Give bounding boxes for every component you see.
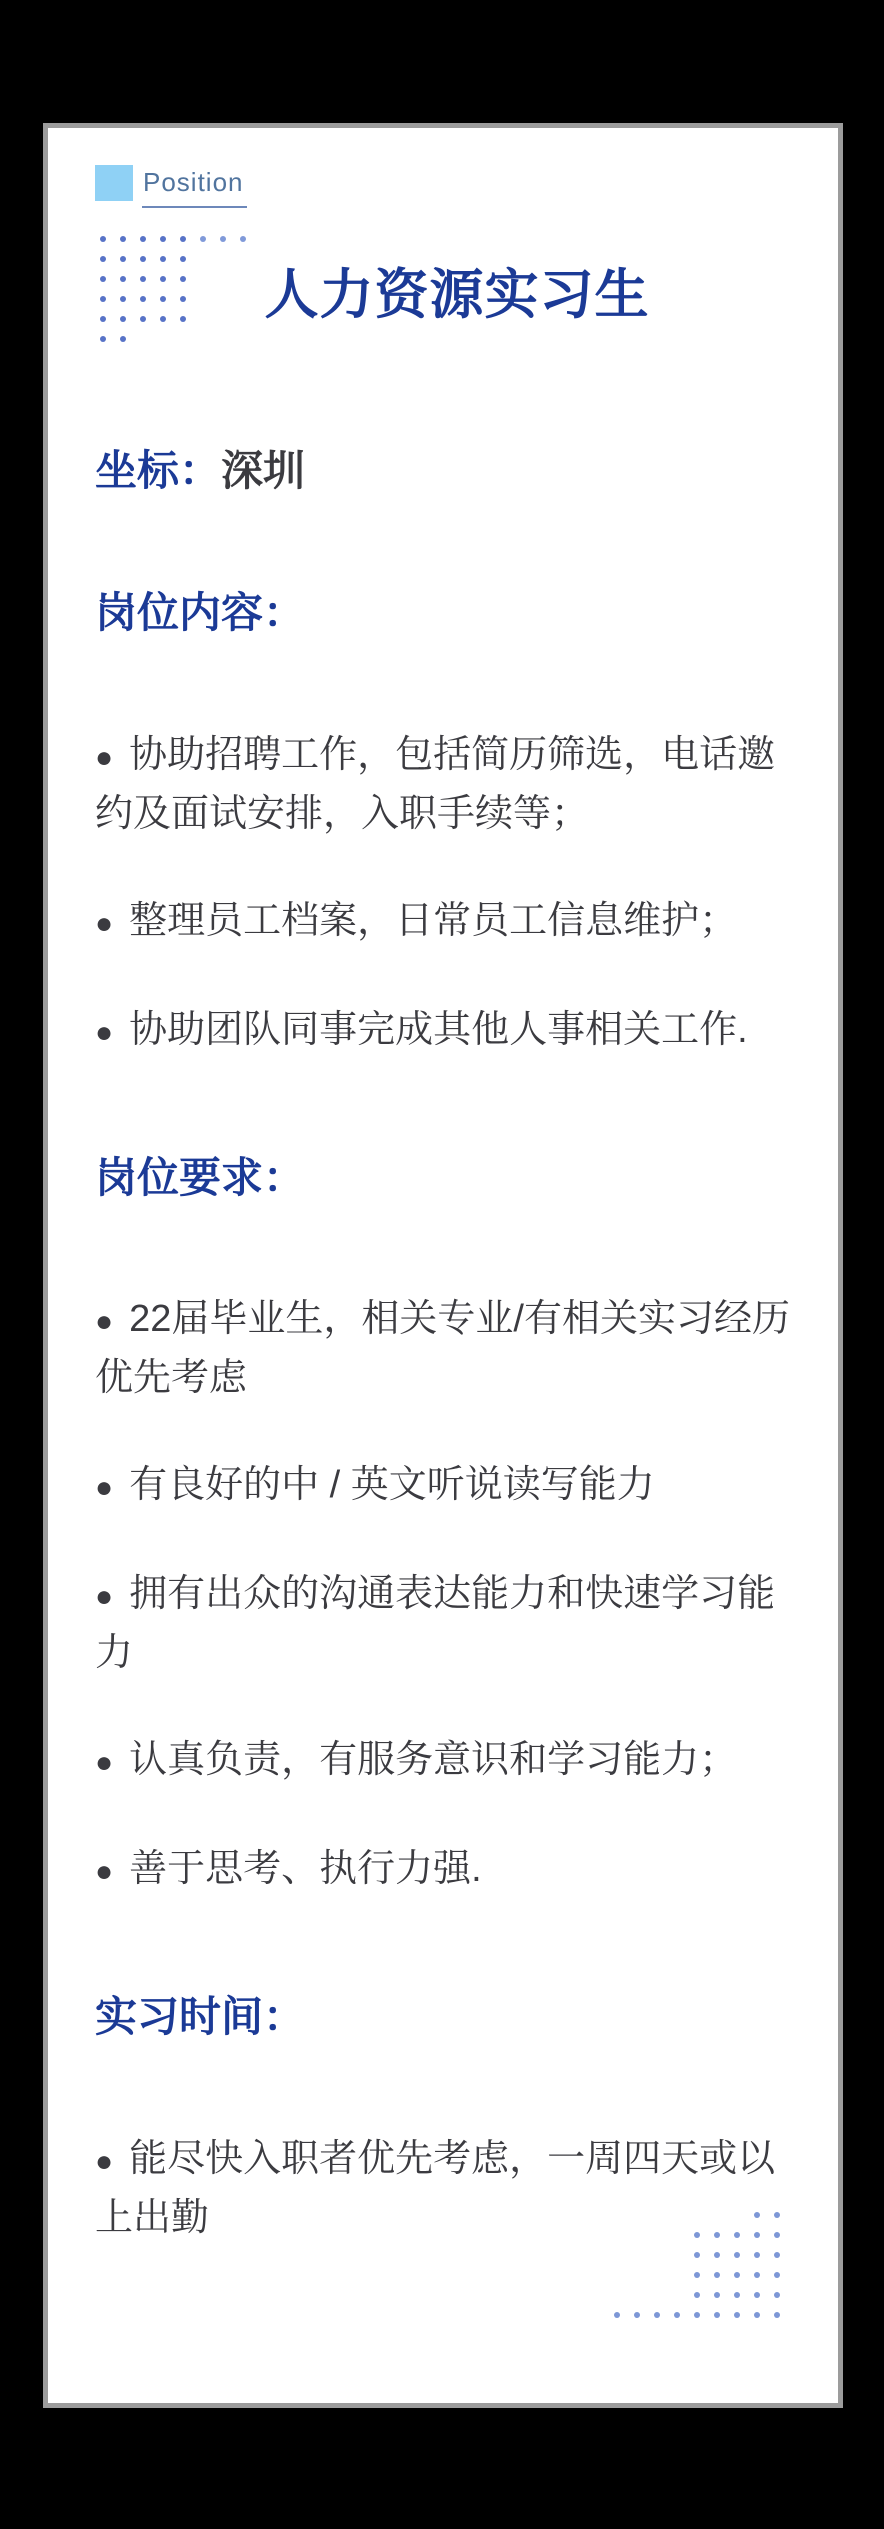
location-line — [95, 446, 795, 496]
dot — [160, 236, 166, 242]
dot — [180, 296, 186, 302]
dot — [654, 2312, 660, 2318]
badge-square-icon — [95, 165, 133, 201]
dot — [120, 236, 126, 242]
bullet-text: 22届毕业生，相关专业/有相关实习经历优先考虑 — [95, 1298, 790, 1400]
dot-grid-decoration-bottom — [600, 2212, 780, 2332]
dot — [634, 2312, 640, 2318]
dot — [180, 316, 186, 322]
bullet-item — [95, 1291, 795, 1407]
location-value: 深圳 — [221, 447, 306, 494]
dot — [754, 2292, 760, 2298]
bullet-item — [95, 727, 795, 843]
dot — [694, 2292, 700, 2298]
card-content — [48, 128, 838, 2247]
bullet-icon: ● — [95, 2144, 114, 2178]
dot-row — [600, 2292, 780, 2298]
dot — [180, 256, 186, 262]
bullet-icon: ● — [95, 1305, 114, 1339]
section-heading: 岗位内容： — [95, 589, 306, 637]
dot — [734, 2232, 740, 2238]
bullet-item — [95, 1002, 795, 1061]
dot — [160, 296, 166, 302]
dot — [240, 236, 246, 242]
dot-row — [600, 2252, 780, 2258]
sections — [95, 588, 795, 2246]
bullet-text: 整理员工档案，日常员工信息维护； — [129, 899, 738, 942]
dot — [754, 2272, 760, 2278]
dot — [754, 2232, 760, 2238]
badge-label: Position — [143, 167, 244, 197]
bullet-item — [95, 1841, 795, 1900]
dot — [734, 2252, 740, 2258]
section — [95, 1153, 795, 1900]
dot — [694, 2272, 700, 2278]
dot — [180, 276, 186, 282]
bullet-text: 有良好的中 / 英文听说读写能力 — [129, 1464, 655, 1507]
dot — [734, 2272, 740, 2278]
bullet-icon: ● — [95, 1580, 114, 1614]
location-label: 坐标： — [95, 447, 222, 494]
dot-row — [600, 2272, 780, 2278]
dot-row — [100, 256, 260, 262]
section-heading: 实习时间： — [95, 1993, 306, 2041]
dot — [754, 2312, 760, 2318]
section — [95, 588, 795, 1060]
dot — [714, 2272, 720, 2278]
dot — [714, 2292, 720, 2298]
bullet-text: 协助团队同事完成其他人事相关工作. — [129, 1008, 748, 1051]
bullet-icon: ● — [95, 1015, 114, 1049]
section-heading: 岗位要求： — [95, 1153, 306, 1201]
dot-row — [100, 236, 260, 242]
dot-row — [100, 296, 260, 302]
dot-row — [600, 2232, 780, 2238]
dot — [100, 256, 106, 262]
dot — [674, 2312, 680, 2318]
dot — [774, 2292, 780, 2298]
dot — [160, 256, 166, 262]
dot — [140, 236, 146, 242]
dot — [734, 2312, 740, 2318]
bullet-icon: ● — [95, 1746, 114, 1780]
dot — [120, 316, 126, 322]
bullet-item — [95, 893, 795, 952]
dot-row — [600, 2312, 780, 2318]
dot — [734, 2292, 740, 2298]
dot — [100, 336, 106, 342]
dot — [694, 2252, 700, 2258]
bullet-text: 认真负责，有服务意识和学习能力； — [129, 1739, 738, 1782]
dot-row — [100, 336, 260, 342]
dot-row — [600, 2212, 780, 2218]
page-title: 人力资源实习生 — [264, 265, 650, 325]
dot — [140, 296, 146, 302]
bullet-item — [95, 1457, 795, 1516]
dot — [100, 296, 106, 302]
dot — [140, 316, 146, 322]
dot — [120, 276, 126, 282]
dot — [774, 2252, 780, 2258]
dot-row — [100, 276, 260, 282]
dot — [200, 236, 206, 242]
dot — [140, 256, 146, 262]
bullet-text: 拥有出众的沟通表达能力和快速学习能力 — [95, 1573, 776, 1675]
dot — [160, 316, 166, 322]
bullet-item — [95, 1732, 795, 1791]
dot — [100, 276, 106, 282]
dot — [754, 2252, 760, 2258]
bullet-icon: ● — [95, 740, 114, 774]
dot — [694, 2232, 700, 2238]
dot — [774, 2232, 780, 2238]
dot — [614, 2312, 620, 2318]
dot — [120, 296, 126, 302]
section — [95, 1992, 795, 2246]
bullet-icon: ● — [95, 906, 114, 940]
dot — [714, 2252, 720, 2258]
dot — [100, 236, 106, 242]
bullet-text: 能尽快入职者优先考虑，一周四天或以上出勤 — [95, 2137, 776, 2239]
dot — [180, 236, 186, 242]
bullet-text: 善于思考、执行力强. — [129, 1848, 482, 1891]
dot — [160, 276, 166, 282]
badge-underline — [142, 165, 247, 208]
dot — [774, 2212, 780, 2218]
title-header — [95, 236, 795, 354]
bullet-icon: ● — [95, 1855, 114, 1889]
dot — [694, 2312, 700, 2318]
dot — [140, 276, 146, 282]
dot — [100, 316, 106, 322]
dot — [714, 2312, 720, 2318]
job-post-card — [43, 123, 843, 2408]
dot — [774, 2272, 780, 2278]
dot — [120, 336, 126, 342]
dot-row — [100, 316, 260, 322]
bullet-item — [95, 1566, 795, 1682]
dot — [714, 2232, 720, 2238]
position-badge — [95, 165, 795, 208]
dot — [774, 2312, 780, 2318]
dot — [754, 2212, 760, 2218]
dot — [220, 236, 226, 242]
bullet-text: 协助招聘工作，包括简历筛选，电话邀约及面试安排，入职手续等； — [95, 733, 776, 835]
dot-grid-decoration-top — [100, 236, 260, 356]
bullet-icon: ● — [95, 1471, 114, 1505]
dot — [120, 256, 126, 262]
